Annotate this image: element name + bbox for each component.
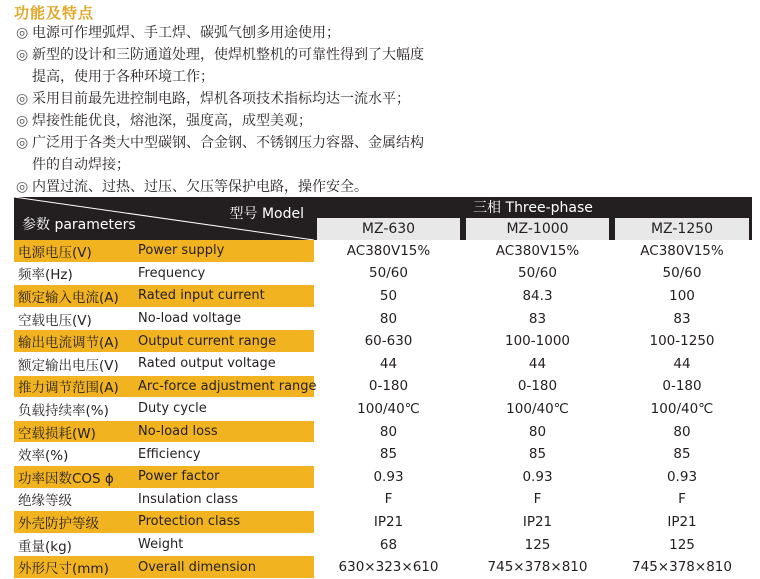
bullet-icon: ◎ bbox=[16, 135, 29, 151]
param-name-en: Insulation class bbox=[128, 489, 314, 512]
param-value: 80 bbox=[314, 421, 463, 444]
param-value: 0-180 bbox=[314, 376, 463, 399]
param-name-cn: 空载损耗(W) bbox=[14, 421, 128, 444]
param-name-cn: 输出电流调节(A) bbox=[14, 330, 128, 353]
param-value: 85 bbox=[314, 443, 463, 466]
param-name-cn: 推力调节范围(A) bbox=[14, 376, 128, 399]
param-value: 100-1000 bbox=[463, 330, 612, 353]
feature-text: 新型的设计和三防通道处理，使焊机整机的可靠性得到了大幅度 bbox=[32, 47, 424, 63]
param-value: 100 bbox=[612, 285, 752, 308]
feature-item bbox=[16, 22, 756, 44]
param-name-en: Rated output voltage bbox=[128, 353, 314, 376]
param-name-en: Rated input current bbox=[128, 285, 314, 308]
table-row bbox=[14, 330, 752, 353]
param-value: 60-630 bbox=[314, 330, 463, 353]
spec-table bbox=[14, 197, 752, 579]
param-value: 80 bbox=[463, 421, 612, 444]
feature-text: 提高，使用于各种环境工作； bbox=[32, 69, 214, 85]
feature-item bbox=[16, 44, 756, 88]
model-header: MZ-630 bbox=[314, 217, 463, 240]
feature-text: 焊接性能优良，熔池深，强度高，成型美观； bbox=[32, 113, 312, 129]
param-name-en: Duty cycle bbox=[128, 398, 314, 421]
param-value: 83 bbox=[463, 308, 612, 331]
feature-item bbox=[16, 110, 756, 132]
param-value: 50/60 bbox=[463, 263, 612, 286]
param-value: 125 bbox=[463, 534, 612, 557]
param-name-en: No-load loss bbox=[128, 421, 314, 444]
feature-text: 采用目前最先进控制电路，焊机各项技术指标均达一流水平； bbox=[32, 91, 410, 107]
table-row bbox=[14, 285, 752, 308]
feature-item bbox=[16, 176, 756, 198]
param-value: 100/40℃ bbox=[314, 398, 463, 421]
table-row bbox=[14, 240, 752, 263]
param-value: 0.93 bbox=[314, 466, 463, 489]
param-value: F bbox=[612, 489, 752, 512]
param-name-en: Power supply bbox=[128, 240, 314, 263]
param-name-en: Weight bbox=[128, 534, 314, 557]
table-row bbox=[14, 511, 752, 534]
param-value: 0.93 bbox=[463, 466, 612, 489]
table-row bbox=[14, 443, 752, 466]
param-value: 0-180 bbox=[612, 376, 752, 399]
param-value: 44 bbox=[463, 353, 612, 376]
table-row bbox=[14, 489, 752, 512]
param-value: 44 bbox=[612, 353, 752, 376]
param-name-cn: 功率因数COS ɸ bbox=[14, 466, 128, 489]
param-value: F bbox=[314, 489, 463, 512]
table-row bbox=[14, 263, 752, 286]
param-value: 0.93 bbox=[612, 466, 752, 489]
param-name-cn: 外壳防护等级 bbox=[14, 511, 128, 534]
param-value: 83 bbox=[612, 308, 752, 331]
param-name-cn: 外形尺寸(mm) bbox=[14, 556, 128, 579]
param-value: IP21 bbox=[463, 511, 612, 534]
model-header: MZ-1250 bbox=[612, 217, 752, 240]
table-header-corner bbox=[14, 197, 314, 240]
param-value: 50 bbox=[314, 285, 463, 308]
bullet-icon: ◎ bbox=[16, 113, 29, 129]
param-value: 745×378×810 bbox=[463, 556, 612, 579]
feature-list bbox=[16, 22, 756, 198]
table-row bbox=[14, 376, 752, 399]
feature-item bbox=[16, 132, 756, 176]
param-value: 50/60 bbox=[612, 263, 752, 286]
bullet-icon: ◎ bbox=[16, 25, 29, 41]
param-name-cn: 频率(Hz) bbox=[14, 263, 128, 286]
param-name-cn: 电源电压(V) bbox=[14, 240, 128, 263]
param-name-cn: 绝缘等级 bbox=[14, 489, 128, 512]
param-value: 80 bbox=[314, 308, 463, 331]
table-row bbox=[14, 466, 752, 489]
bullet-icon: ◎ bbox=[16, 91, 29, 107]
param-name-en: No-load voltage bbox=[128, 308, 314, 331]
param-value: 745×378×810 bbox=[612, 556, 752, 579]
param-value: 44 bbox=[314, 353, 463, 376]
param-value: AC380V15% bbox=[612, 240, 752, 263]
param-value: AC380V15% bbox=[314, 240, 463, 263]
param-value: AC380V15% bbox=[463, 240, 612, 263]
feature-text: 件的自动焊接； bbox=[32, 157, 130, 173]
feature-text: 电源可作埋弧焊、手工焊、碳弧气刨多用途使用； bbox=[32, 25, 340, 41]
param-name-en: Frequency bbox=[128, 263, 314, 286]
param-value: 85 bbox=[612, 443, 752, 466]
param-value: 0-180 bbox=[463, 376, 612, 399]
param-value: 50/60 bbox=[314, 263, 463, 286]
param-value: IP21 bbox=[612, 511, 752, 534]
model-label: 型号 Model bbox=[229, 206, 304, 222]
param-name-en: Protection class bbox=[128, 511, 314, 534]
param-value: 100-1250 bbox=[612, 330, 752, 353]
param-name-cn: 重量(kg) bbox=[14, 534, 128, 557]
feature-item bbox=[16, 88, 756, 110]
table-row bbox=[14, 556, 752, 579]
param-name-cn: 效率(%) bbox=[14, 443, 128, 466]
table-row bbox=[14, 308, 752, 331]
param-value: 85 bbox=[463, 443, 612, 466]
param-name-en: Power factor bbox=[128, 466, 314, 489]
param-name-en: Overall dimension bbox=[128, 556, 314, 579]
param-value: 125 bbox=[612, 534, 752, 557]
param-value: 100/40℃ bbox=[612, 398, 752, 421]
param-name-cn: 负载持续率(%) bbox=[14, 398, 128, 421]
bullet-icon: ◎ bbox=[16, 47, 29, 63]
param-name-en: Efficiency bbox=[128, 443, 314, 466]
param-value: 80 bbox=[612, 421, 752, 444]
section-title: 功能及特点 bbox=[14, 4, 95, 22]
model-header: MZ-1000 bbox=[463, 217, 612, 240]
param-name-cn: 额定输入电流(A) bbox=[14, 285, 128, 308]
param-name-cn: 空载电压(V) bbox=[14, 308, 128, 331]
param-value: F bbox=[463, 489, 612, 512]
param-name-en: Arc-force adjustment range bbox=[128, 376, 314, 399]
param-label: 参数 parameters bbox=[22, 217, 136, 233]
table-row bbox=[14, 398, 752, 421]
param-name-en: Output current range bbox=[128, 330, 314, 353]
feature-text: 内置过流、过热、过压、欠压等保护电路，操作安全。 bbox=[32, 179, 368, 195]
param-name-cn: 额定输出电压(V) bbox=[14, 353, 128, 376]
param-value: IP21 bbox=[314, 511, 463, 534]
param-value: 68 bbox=[314, 534, 463, 557]
table-row bbox=[14, 421, 752, 444]
feature-text: 广泛用于各类大中型碳钢、合金钢、不锈钢压力容器、金属结构 bbox=[32, 135, 424, 151]
param-value: 84.3 bbox=[463, 285, 612, 308]
table-row bbox=[14, 534, 752, 557]
bullet-icon: ◎ bbox=[16, 179, 29, 195]
param-value: 630×323×610 bbox=[314, 556, 463, 579]
param-value: 100/40℃ bbox=[463, 398, 612, 421]
phase-header: 三相 Three-phase bbox=[314, 197, 752, 217]
table-row bbox=[14, 353, 752, 376]
